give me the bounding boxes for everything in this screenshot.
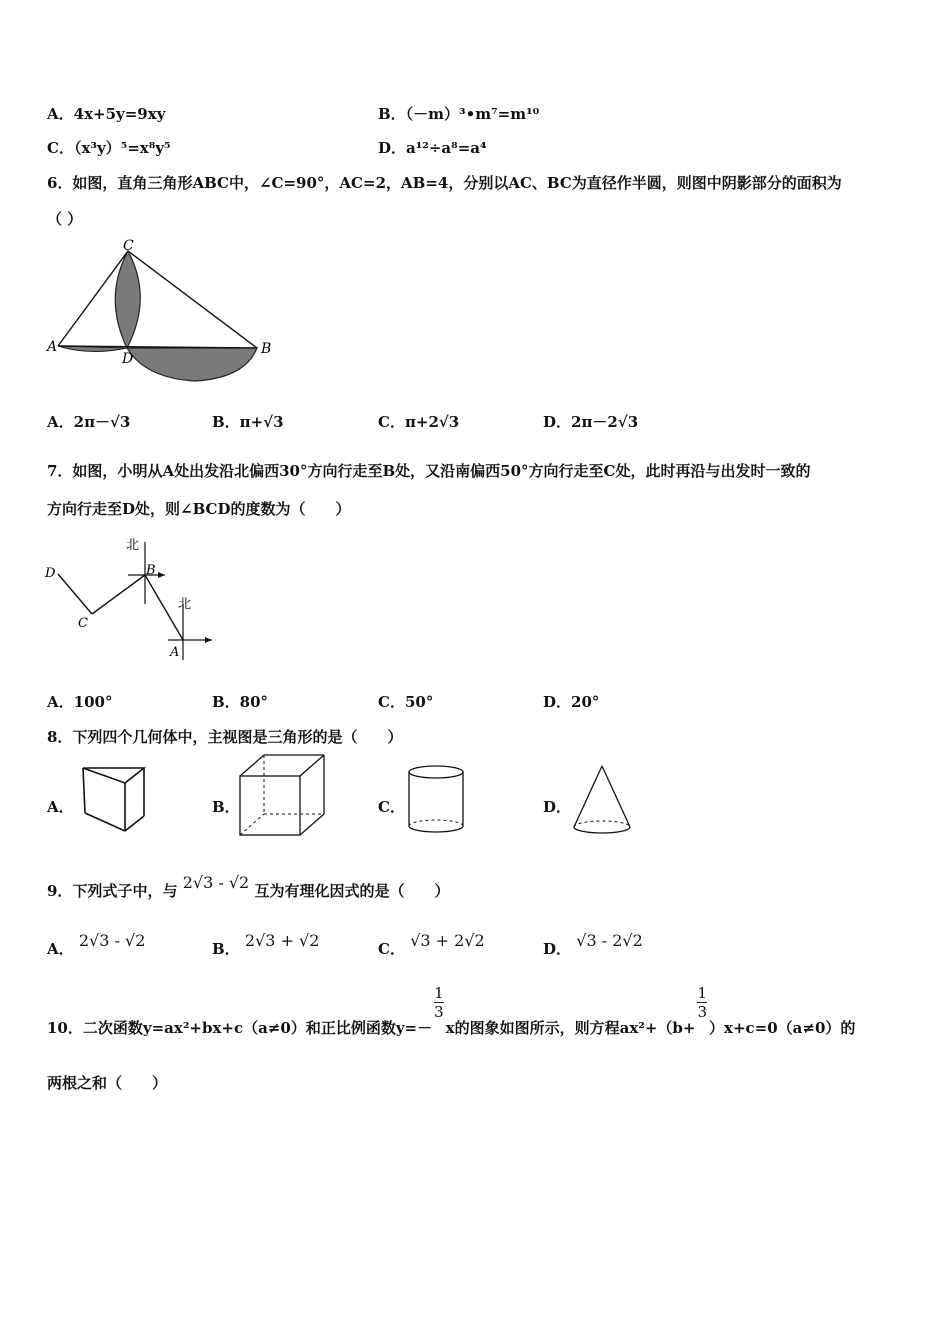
q10-frac2-den: 3 (697, 1003, 708, 1021)
q6-stem-paren: （ ） (47, 210, 83, 228)
q10-stem-a: 10．二次函数y=ax²+bx+c（a≠0）和正比例函数y=－ (47, 1018, 433, 1037)
q9-option-c-label: C． (378, 940, 405, 958)
q10-frac2-num: 1 (697, 984, 708, 1002)
q9-stem-post: 互为有理化因式的是（ ） (254, 882, 450, 900)
q8-option-a-prism-figure (78, 760, 158, 836)
q9-option-b-expr: 2√3 + √2 (244, 931, 320, 950)
q6-option-d: D．2π－2√3 (543, 413, 639, 431)
q6-figure (45, 238, 285, 388)
q6-option-b: B．π+√3 (212, 413, 284, 431)
q5-option-a: A．4x+5y=9xy (47, 105, 166, 123)
q6-label-c: C (123, 238, 134, 254)
q6-label-a: A (47, 339, 58, 355)
q7-option-d: D．20° (543, 693, 600, 711)
q5-option-b: B．（－m）³•m⁷=m¹⁰ (378, 105, 540, 123)
q10-stem-line2: 两根之和（ ） (47, 1074, 168, 1092)
q8-option-c-label: C． (378, 798, 405, 816)
q7-stem: 7．如图，小明从A处出发沿北偏西30°方向行走至B处，又沿南偏西50°方向行走至C处，此时再沿与出发时一致的 (47, 462, 811, 480)
q7-north-label-b: 北 (126, 538, 140, 553)
q7-label-a: A (170, 645, 180, 660)
q7-label-c: C (78, 616, 88, 631)
q6-stem: 6．如图，直角三角形ABC中，∠C=90°，AC=2，AB=4，分别以AC、BC为直径作半圆，则图中阴影部分的面积为 (47, 174, 842, 192)
q9-option-b (212, 931, 320, 959)
q6-option-a: A．2π－√3 (47, 413, 131, 431)
q5-option-c: C．（x³y）⁵=x⁸y⁵ (47, 139, 171, 157)
q10-stem-c: ）x+c=0（a≠0）的 (709, 1018, 856, 1037)
q9-stem-pre: 9．下列式子中，与 (47, 882, 178, 900)
q7-label-b: B (146, 563, 156, 578)
q6-option-c: C．π+2√3 (378, 413, 460, 431)
q9-option-a-expr: 2√3 - √2 (78, 931, 146, 950)
q8-option-c-cylinder-figure (404, 762, 468, 838)
q9-option-a (47, 931, 146, 959)
q7-option-a: A．100° (47, 693, 113, 711)
q8-option-b-cube-figure (236, 752, 332, 840)
q10-frac1-num: 1 (434, 984, 444, 1002)
q10-stem (47, 984, 856, 1037)
q6-label-b: B (261, 341, 272, 357)
q7-north-label-a: 北 (178, 597, 192, 612)
q7-option-b: B．80° (212, 693, 269, 711)
q9-option-c (378, 931, 485, 959)
q9-option-d-expr: √3 - 2√2 (576, 931, 643, 950)
q5-option-d: D．a¹²÷a⁸=a⁴ (378, 139, 487, 157)
q7-option-c: C．50° (378, 693, 434, 711)
q9-option-d (543, 931, 643, 959)
q8-option-d-label: D． (543, 798, 572, 816)
q9-option-b-label: B． (212, 940, 240, 958)
q8-option-b-label: B． (212, 798, 240, 816)
q6-lens-shade (115, 251, 140, 348)
q7-figure (40, 532, 230, 672)
q9-option-a-label: A． (47, 940, 74, 958)
q10-fraction-2 (697, 984, 707, 1021)
q10-fraction-1 (434, 984, 444, 1021)
q9-option-c-expr: √3 + 2√2 (410, 931, 485, 950)
q10-stem-b: x的图象如图所示，则方程ax²+（b+ (445, 1018, 696, 1037)
q8-option-d-cone-figure (568, 762, 636, 838)
q10-frac1-den: 3 (434, 1003, 444, 1021)
q7-stem-line2: 方向行走至D处，则∠BCD的度数为（ ） (47, 500, 351, 518)
q6-large-shade (127, 348, 257, 381)
q8-option-a-label: A． (47, 798, 74, 816)
q9-stem-expr: 2√3 - √2 (182, 873, 250, 892)
q9-option-d-label: D． (543, 940, 572, 958)
q6-label-d: D (122, 351, 134, 367)
q8-stem: 8．下列四个几何体中，主视图是三角形的是（ ） (47, 728, 403, 746)
q9-stem (47, 873, 450, 901)
q7-label-d: D (45, 566, 56, 581)
